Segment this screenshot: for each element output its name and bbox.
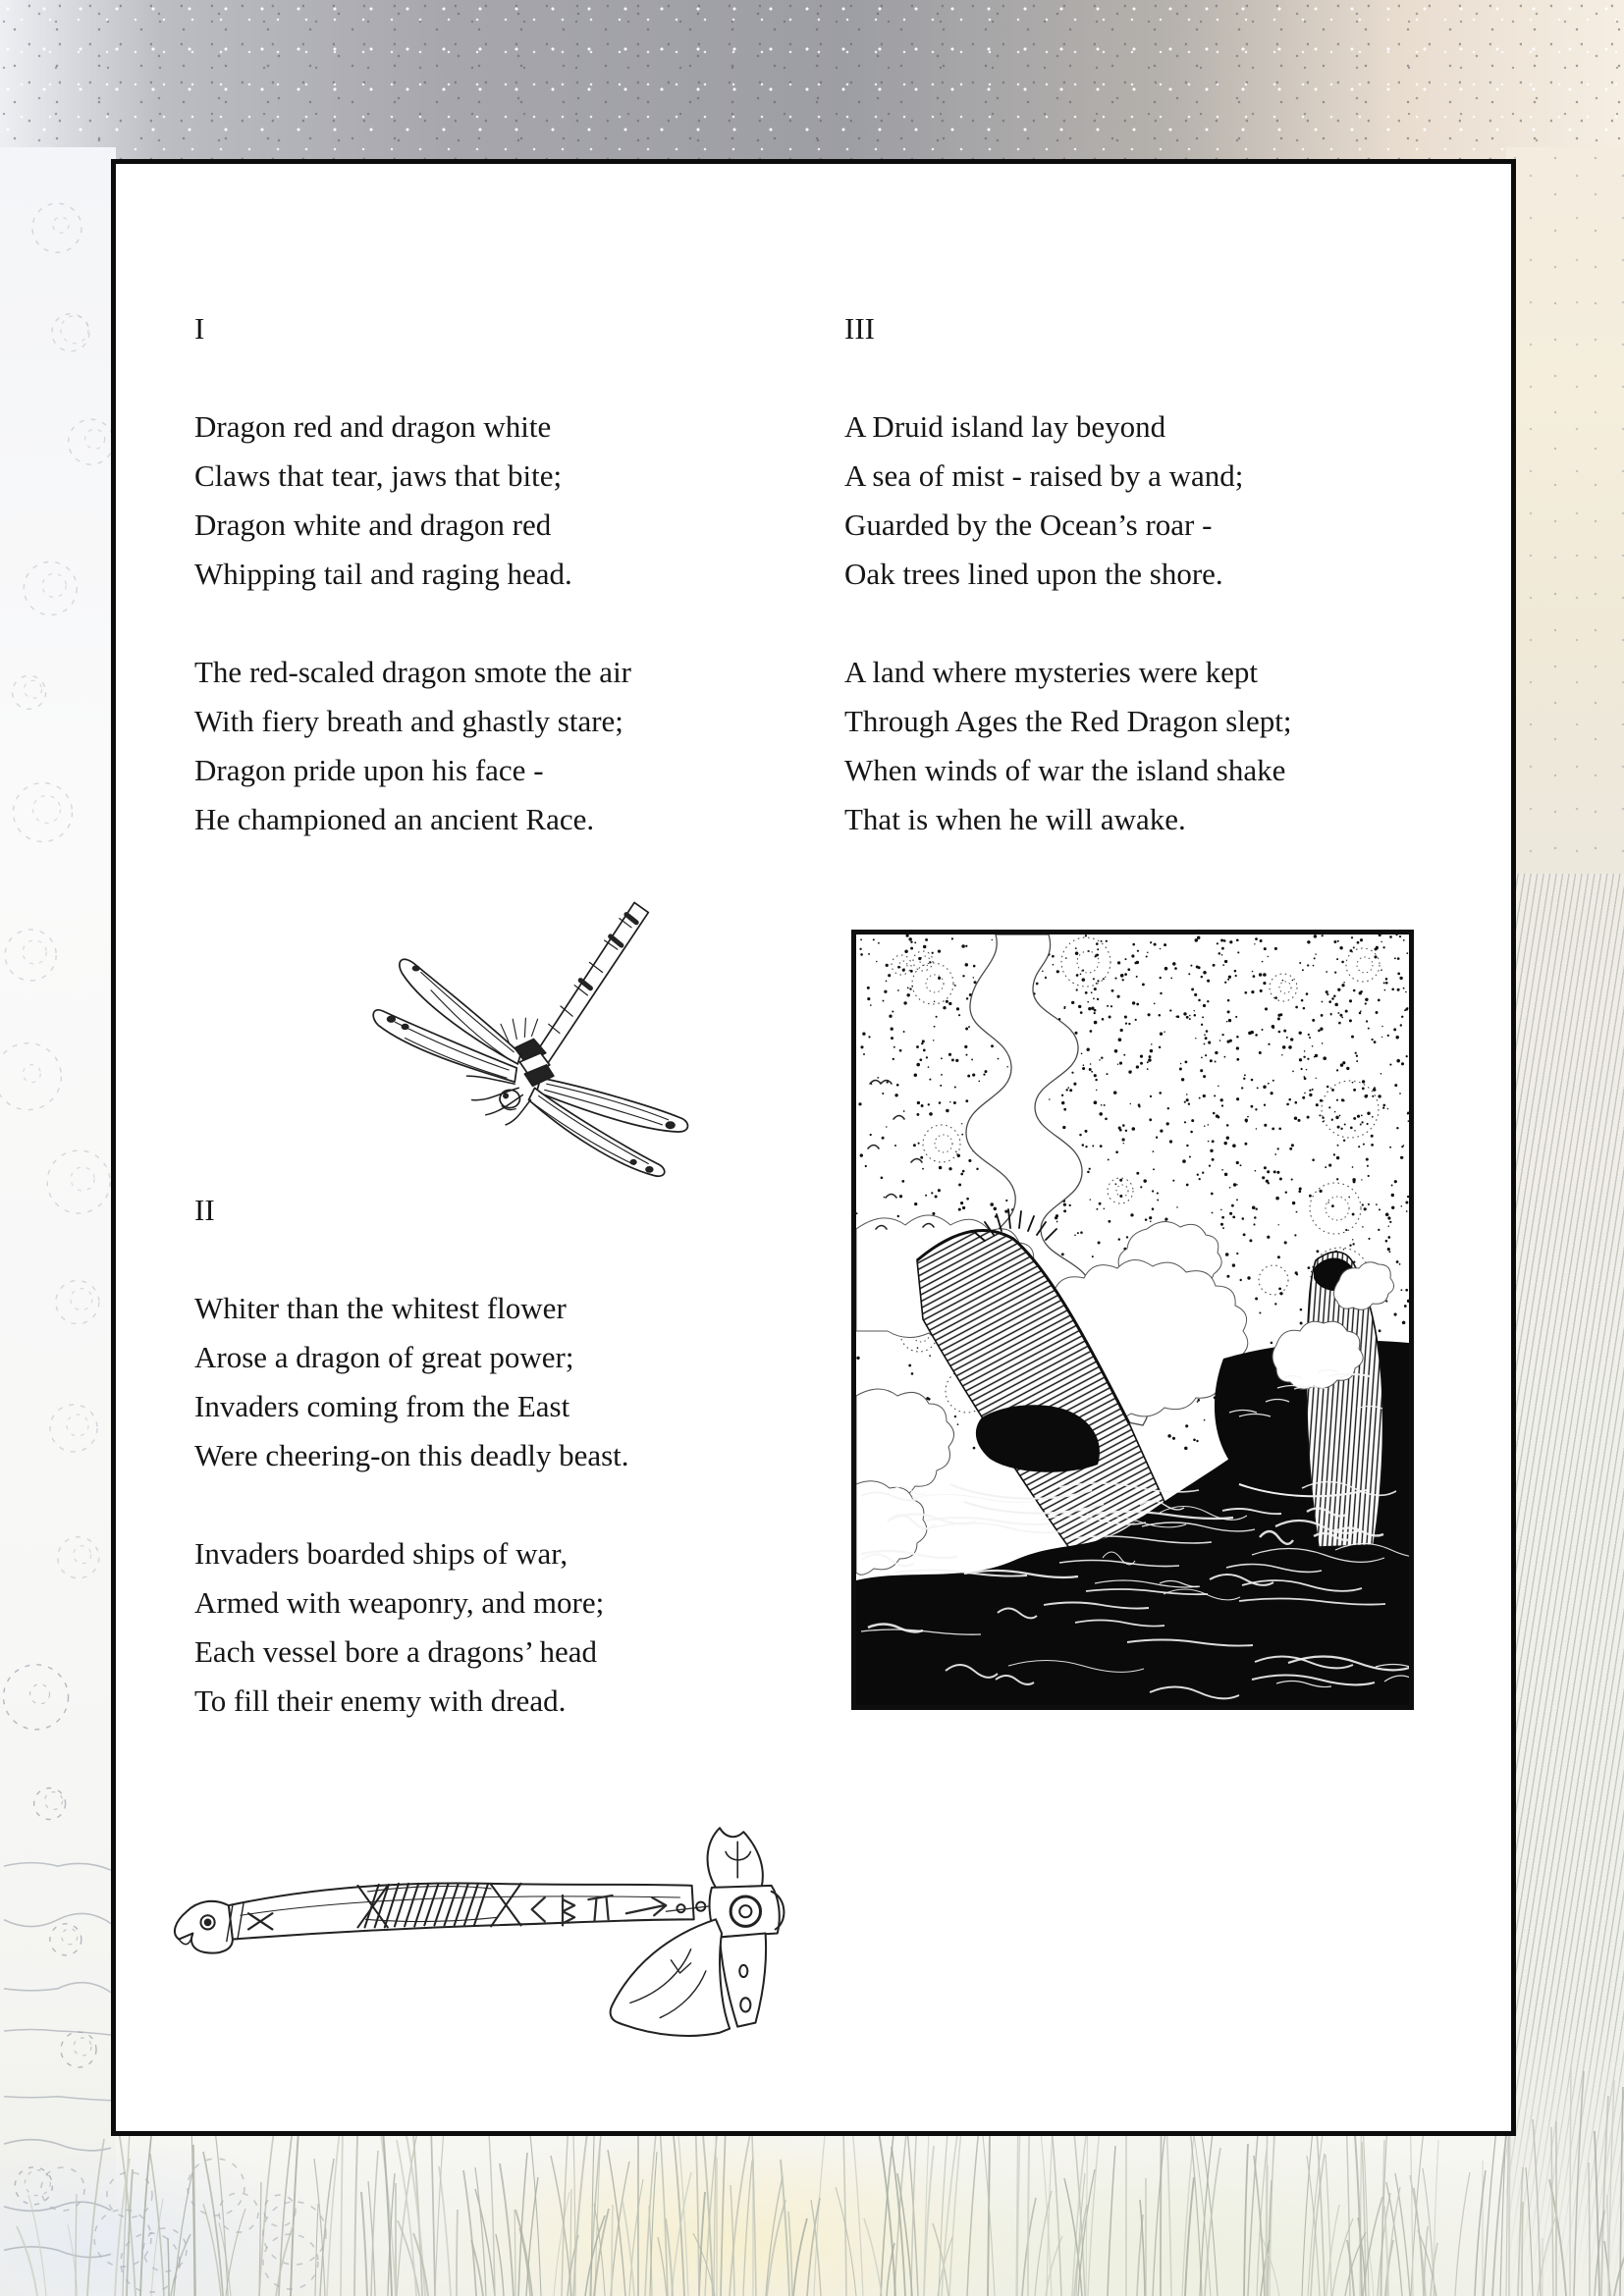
poem-line: Invaders boarded ships of war, [194, 1536, 568, 1571]
poem-line: He championed an ancient Race. [194, 802, 595, 836]
poem-section-iii [844, 304, 1434, 844]
poem-line: Oak trees lined upon the shore. [844, 557, 1223, 591]
poem-line: Arose a dragon of great power; [194, 1340, 574, 1374]
poem-line: When winds of war the island shake [844, 753, 1286, 787]
island-drawing [856, 934, 1409, 1705]
poem-stanza [844, 648, 1434, 844]
poem-stanza [194, 1284, 784, 1480]
poem-line: Guarded by the Ocean’s roar - [844, 507, 1213, 542]
poem-line: That is when he will awake. [844, 802, 1186, 836]
background-right-margin-cream [1506, 147, 1624, 874]
poem-line: Armed with weaponry, and more; [194, 1585, 605, 1620]
poem-line: Whiter than the whitest flower [194, 1291, 567, 1325]
poem-stanza [194, 1529, 784, 1726]
poem-line: To fill their enemy with dread. [194, 1683, 567, 1718]
poem-line: Through Ages the Red Dragon slept; [844, 704, 1292, 738]
poem-section-i [194, 304, 784, 844]
dragonfly-drawing [369, 892, 693, 1182]
poem-line: The red-scaled dragon smote the air [194, 655, 632, 689]
poem-stanza [194, 402, 784, 599]
poem-line: Whipping tail and raging head. [194, 557, 572, 591]
island-illustration-frame [851, 930, 1414, 1710]
poem-line: Dragon red and dragon white [194, 409, 552, 444]
poem-line: Dragon pride upon his face - [194, 753, 544, 787]
poem-line: Invaders coming from the East [194, 1389, 570, 1423]
dragonfly-illustration [369, 892, 693, 1182]
axe-illustration [163, 1821, 799, 2047]
poem-line: A land where mysteries were kept [844, 655, 1258, 689]
poem-line: A Druid island lay beyond [844, 409, 1166, 444]
poem-line: Dragon white and dragon red [194, 507, 552, 542]
poem-line: Each vessel bore a dragons’ head [194, 1634, 597, 1669]
background-starry-band [0, 0, 1624, 167]
poem-stanza [194, 648, 784, 844]
poem-numeral: III [844, 311, 875, 346]
poem-stanza [844, 402, 1434, 599]
left-margin-swirl-art [0, 147, 116, 2296]
book-page [111, 159, 1516, 2136]
axe-drawing [163, 1821, 799, 2047]
poem-numeral: II [194, 1193, 215, 1227]
poem-numeral: I [194, 311, 205, 346]
poem-line: Were cheering-on this deadly beast. [194, 1438, 629, 1472]
poem-line: A sea of mist - raised by a wand; [844, 458, 1244, 493]
poem-line: Claws that tear, jaws that bite; [194, 458, 563, 493]
poem-section-ii [194, 1186, 784, 1726]
poem-line: With fiery breath and ghastly stare; [194, 704, 623, 738]
